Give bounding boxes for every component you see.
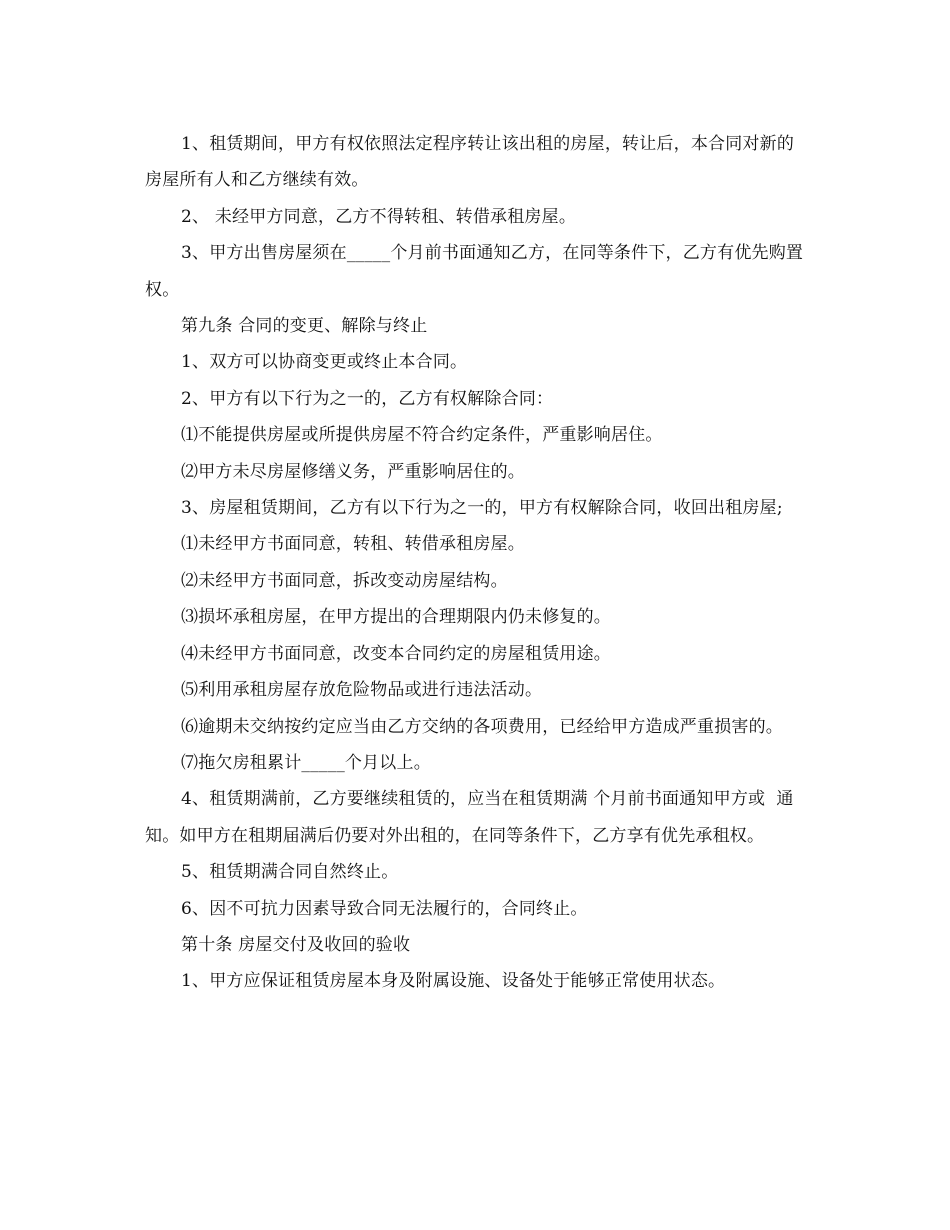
paragraph-no-sublet: 2、 未经甲方同意，乙方不得转租、转借承租房屋。 — [181, 206, 577, 227]
section-heading-article-9: 第九条 合同的变更、解除与终止 — [181, 316, 428, 337]
list-item-landlord-4: ⑷未经甲方书面同意，改变本合同约定的房屋租赁用途。 — [181, 643, 611, 664]
section-heading-article-10: 第十条 房屋交付及收回的验收 — [181, 934, 411, 955]
list-item-landlord-3: ⑶损坏承租房屋，在甲方提出的合理期限内仍未修复的。 — [181, 607, 611, 628]
list-item-landlord-6: ⑹逾期未交纳按约定应当由乙方交纳的各项费用，已经给甲方造成严重损害的。 — [181, 716, 783, 737]
list-item-landlord-1: ⑴未经甲方书面同意，转租、转借承租房屋。 — [181, 534, 525, 555]
list-item-landlord-2: ⑵未经甲方书面同意，拆改变动房屋结构。 — [181, 570, 508, 591]
list-item-tenant-2: ⑵甲方未尽房屋修缮义务，严重影响居住的。 — [181, 461, 525, 482]
paragraph-transfer-right: 1、租赁期间，甲方有权依照法定程序转让该出租的房屋，转让后，本合同对新的房屋所有人和乙方继续有效。 — [145, 134, 795, 191]
paragraph-renewal-notice: 4、租赁期满前，乙方要继续租赁的，应当在租赁期满 个月前书面通知甲方或 通知。如甲方在租期届满后仍要对外出租的，在同等条件下，乙方享有优先承租权。 — [145, 789, 794, 846]
paragraph-mutual-change: 1、双方可以协商变更或终止本合同。 — [181, 352, 468, 373]
paragraph-force-majeure: 6、因不可抗力因素导致合同无法履行的，合同终止。 — [181, 898, 588, 919]
paragraph-handover-condition: 1、甲方应保证租赁房屋本身及附属设施、设备处于能够正常使用状态。 — [181, 971, 726, 992]
paragraph-sale-notice: 3、甲方出售房屋须在_____个月前书面通知乙方，在同等条件下，乙方有优先购置权。 — [145, 243, 804, 300]
paragraph-tenant-termination: 2、甲方有以下行为之一的，乙方有权解除合同： — [181, 388, 554, 409]
paragraph-natural-termination: 5、租赁期满合同自然终止。 — [181, 862, 399, 883]
list-item-landlord-7: ⑺拖欠房租累计_____个月以上。 — [181, 752, 431, 773]
document-body — [145, 126, 805, 1000]
paragraph-landlord-termination: 3、房屋租赁期间，乙方有以下行为之一的，甲方有权解除合同，收回出租房屋; — [181, 498, 783, 519]
list-item-tenant-1: ⑴不能提供房屋或所提供房屋不符合约定条件，严重影响居住。 — [181, 425, 663, 446]
list-item-landlord-5: ⑸利用承租房屋存放危险物品或进行违法活动。 — [181, 680, 543, 701]
